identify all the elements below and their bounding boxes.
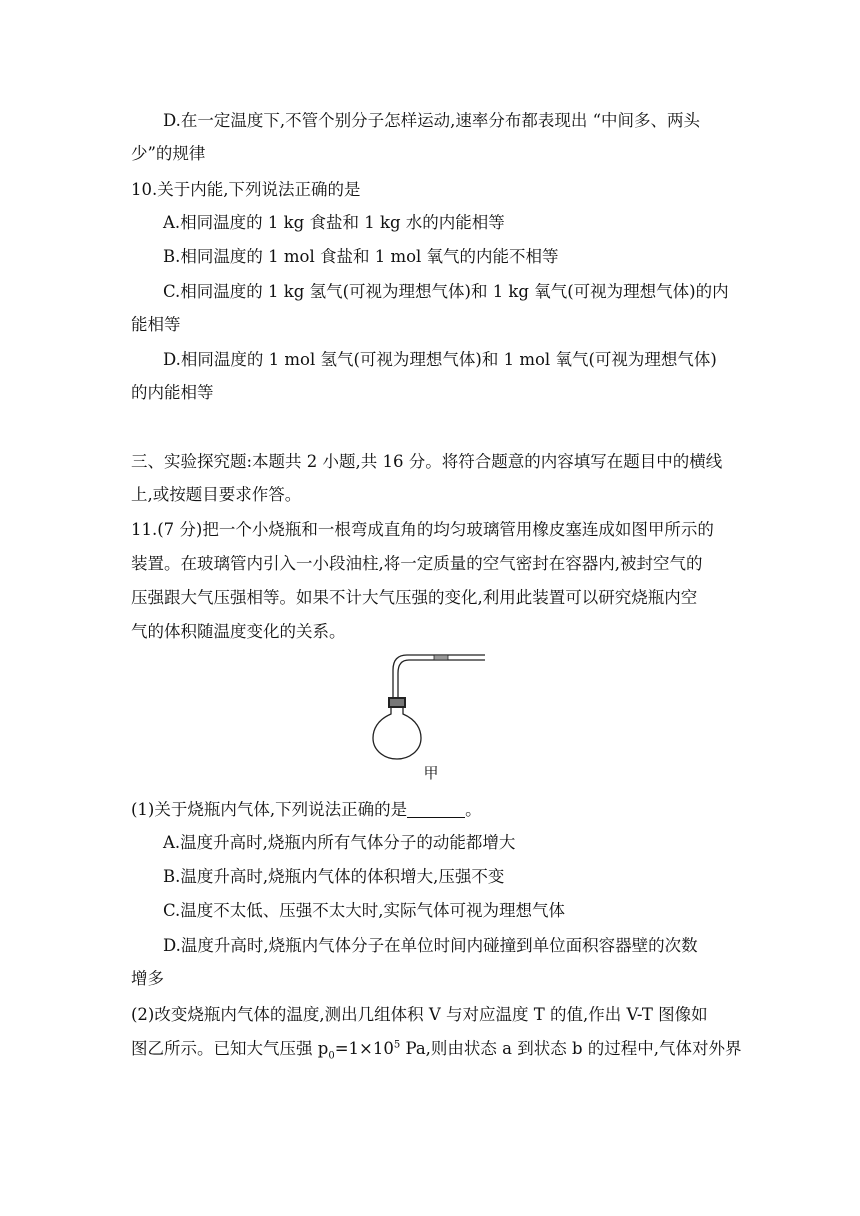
q11-stem-line2: 装置。在玻璃管内引入一小段油柱,将一定质量的空气密封在容器内,被封空气的 bbox=[131, 554, 703, 573]
q9-option-d-line1: D.在一定温度下,不管个别分子怎样运动,速率分布都表现出 “中间多、两头 bbox=[163, 111, 701, 130]
q11-part1-option-d-line1: D.温度升高时,烧瓶内气体分子在单位时间内碰撞到单位面积容器壁的次数 bbox=[163, 936, 698, 955]
q11-part1-option-c: C.温度不太低、压强不太大时,实际气体可视为理想气体 bbox=[163, 901, 566, 920]
flask-apparatus-figure bbox=[355, 650, 490, 760]
oil-column bbox=[434, 655, 448, 660]
q11-part1-stem: (1)关于烧瓶内气体,下列说法正确的是 。 bbox=[131, 800, 482, 819]
q10-option-c-line2: 能相等 bbox=[131, 315, 181, 334]
q10-stem: 10.关于内能,下列说法正确的是 bbox=[131, 180, 361, 199]
q11-part2-line2: 图乙所示。已知大气压强 $p_0=1\times 10^5$ Pa,则由状态 a 到状态 b 的过程中,气体对外界 bbox=[131, 1039, 742, 1062]
section3-heading-line2: 上,或按题目要求作答。 bbox=[131, 485, 302, 504]
q11-part1-option-a: A.温度升高时,烧瓶内所有气体分子的动能都增大 bbox=[163, 833, 516, 852]
q10-option-b: B.相同温度的 1 mol 食盐和 1 mol 氧气的内能不相等 bbox=[163, 247, 559, 266]
q10-option-d-line1: D.相同温度的 1 mol 氢气(可视为理想气体)和 1 mol 氧气(可视为理想气体) bbox=[163, 350, 717, 369]
q9-option-d-line2: 少”的规律 bbox=[131, 144, 206, 163]
q11-stem-line4: 气的体积随温度变化的关系。 bbox=[131, 622, 346, 641]
q11-stem-line1: 11.(7 分)把一个小烧瓶和一根弯成直角的均匀玻璃管用橡皮塞连成如图甲所示的 bbox=[131, 520, 714, 539]
q10-option-c-line1: C.相同温度的 1 kg 氢气(可视为理想气体)和 1 kg 氧气(可视为理想气体)的内 bbox=[163, 282, 729, 301]
q11-part2-line1: (2)改变烧瓶内气体的温度,测出几组体积 V 与对应温度 T 的值,作出 V-T 图像如 bbox=[131, 1005, 708, 1024]
q11-stem-line3: 压强跟大气压强相等。如果不计大气压强的变化,利用此装置可以研究烧瓶内空 bbox=[131, 588, 698, 607]
q10-option-d-line2: 的内能相等 bbox=[131, 383, 214, 402]
figure-caption-jia: 甲 bbox=[423, 764, 439, 782]
q11-part1-option-b: B.温度升高时,烧瓶内气体的体积增大,压强不变 bbox=[163, 867, 505, 886]
answer-blank[interactable] bbox=[407, 801, 465, 818]
q11-part1-option-d-line2: 增多 bbox=[131, 969, 164, 988]
q10-option-a: A.相同温度的 1 kg 食盐和 1 kg 水的内能相等 bbox=[163, 213, 505, 232]
section3-heading-line1: 三、实验探究题:本题共 2 小题,共 16 分。将符合题意的内容填写在题目中的横线 bbox=[131, 452, 723, 471]
